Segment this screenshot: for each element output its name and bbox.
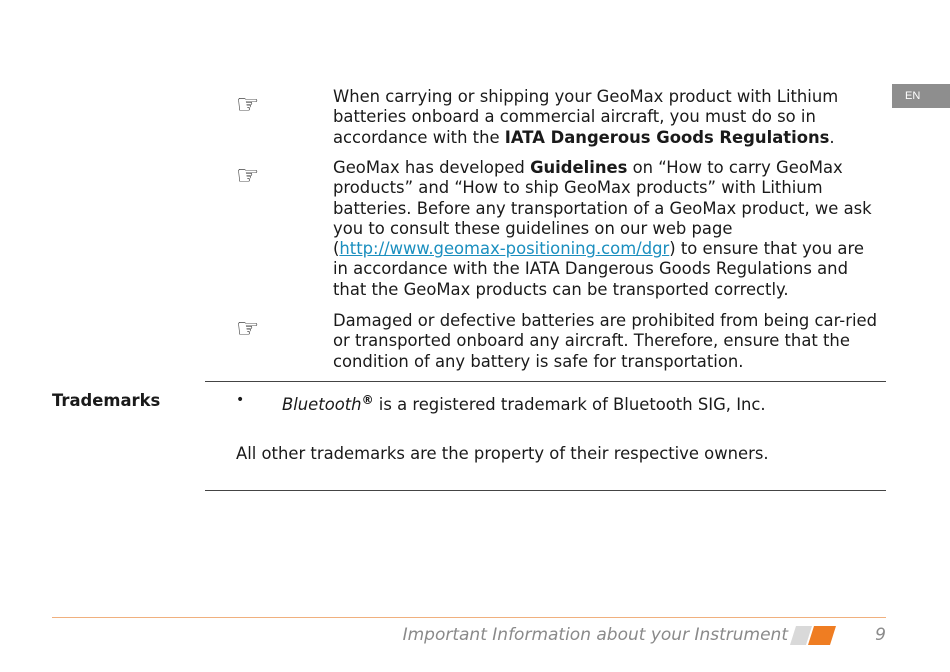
trademark-other: All other trademarks are the property of their respective owners.	[236, 444, 769, 463]
emphasis-guidelines: Guidelines	[530, 158, 628, 177]
page-number: 9	[875, 625, 886, 645]
language-tab[interactable]: EN	[892, 84, 950, 108]
registered-mark: ®	[361, 393, 374, 407]
bullet-marker: •	[236, 392, 245, 408]
pointing-hand-icon: ☞	[236, 161, 260, 191]
trademarks-heading: Trademarks	[52, 391, 161, 410]
note-2: GeoMax has developed Guidelines on “How to carry GeoMax products” and “How to ship GeoMax products” with Lithium batteries. Before any transportation of a GeoMax product, we ask you to consult these guidelines on our web page (http://www.geomax-positioning.com/dgr) to ensure that you are in accordance with the IATA Dangerous Goods Regulations and that the GeoMax products can be transported correctly.	[333, 158, 872, 299]
trademark-item: Bluetooth® is a registered trademark of Bluetooth SIG, Inc.	[282, 393, 766, 414]
note-3: Damaged or defective batteries are prohibited from being car-ried or transported onboard any aircraft. Therefore, ensure that the condition of any battery is safe for transportation.	[333, 311, 877, 371]
section-divider-bottom	[205, 490, 886, 491]
geomax-logo-icon	[790, 626, 836, 645]
footer-title: Important Information about your Instrument	[402, 625, 788, 645]
dgr-link[interactable]: http://www.geomax-positioning.com/dgr	[339, 239, 670, 259]
section-divider-top	[205, 381, 886, 382]
emphasis-iata: IATA Dangerous Goods Regulations	[504, 127, 830, 147]
note-1: When carrying or shipping your GeoMax product with Lithium batteries onboard a commercial aircraft, you must do so in accordance with the IATA Dangerous Goods Regulations.	[333, 87, 839, 147]
pointing-hand-icon: ☞	[236, 314, 260, 344]
trademark-name: Bluetooth	[282, 395, 362, 414]
footer-rule	[52, 617, 886, 618]
pointing-hand-icon: ☞	[236, 90, 260, 120]
